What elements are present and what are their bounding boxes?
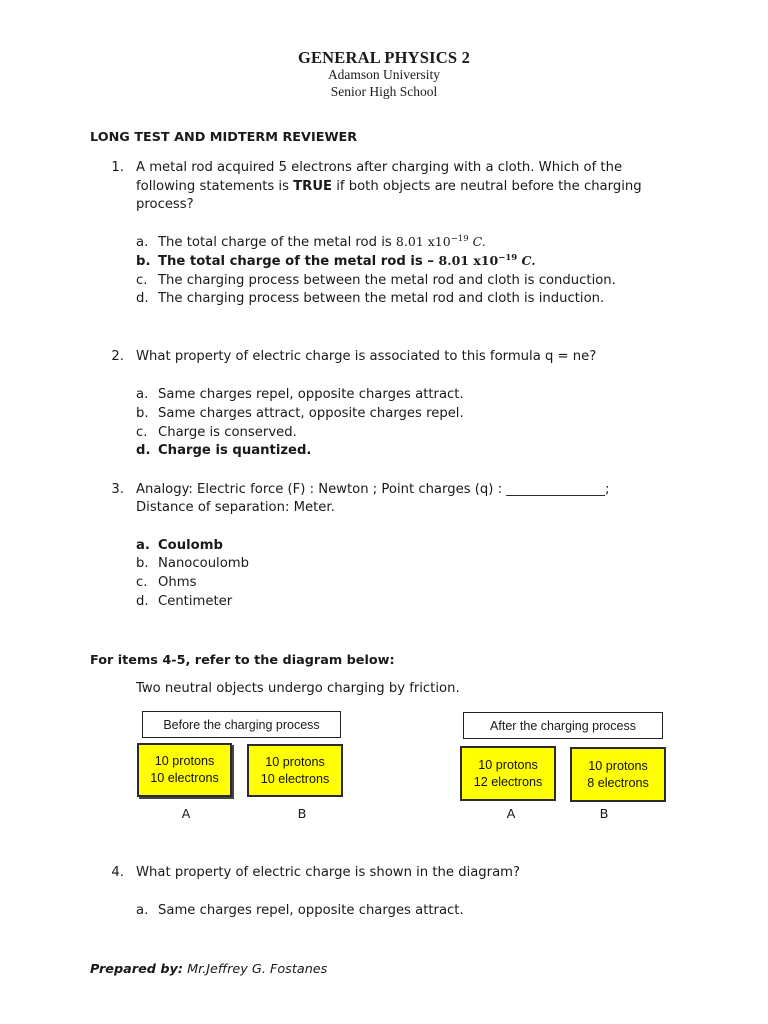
protons-count: 10 protons	[478, 757, 538, 772]
option-letter: b.	[136, 254, 151, 269]
option-letter: d.	[136, 443, 151, 458]
protons-count: 10 protons	[265, 754, 325, 769]
electrons-count: 8 electrons	[587, 775, 649, 790]
object-a-before	[137, 743, 232, 797]
object-b-label: B	[599, 807, 609, 822]
prepared-by-label: Prepared by:	[90, 962, 183, 977]
option-text: Same charges attract, opposite charges repel.	[158, 406, 464, 421]
object-a-after	[460, 746, 556, 801]
option-text: The total charge of the metal rod is	[158, 235, 396, 250]
question-number: 3.	[111, 482, 124, 497]
author-name: Mr.Jeffrey G. Fostanes	[183, 962, 328, 977]
object-a-label: A	[506, 807, 516, 822]
option-a-correct	[136, 538, 223, 553]
option-b	[136, 406, 464, 421]
document-title: GENERAL PHYSICS 2	[297, 48, 471, 67]
option-letter: d.	[136, 291, 149, 306]
items-note: For items 4-5, refer to the diagram below:	[90, 653, 395, 668]
object-a-label: A	[181, 807, 191, 822]
diagram-intro: Two neutral objects undergo charging by friction.	[136, 681, 460, 696]
protons-count: 10 protons	[588, 758, 648, 773]
question-text-line: A metal rod acquired 5 electrons after charging with a cloth. Which of the	[136, 160, 623, 175]
question-text-line: What property of electric charge is shown in the diagram?	[136, 865, 521, 880]
option-letter: b.	[136, 556, 149, 571]
electrons-count: 12 electrons	[473, 774, 543, 789]
question-number: 4.	[111, 865, 124, 880]
option-d	[136, 594, 232, 609]
option-c	[136, 575, 196, 590]
before-label: Before the charging process	[142, 711, 341, 738]
math-value: 8.01 $x10^{-19}$ C.	[395, 234, 486, 249]
math-value: 8.01 $x10^{-19}$ C.	[438, 253, 536, 268]
question-number: 1.	[111, 160, 124, 175]
option-text: Charge is quantized.	[158, 443, 312, 458]
option-letter: a.	[136, 387, 149, 402]
department-name: Senior High School	[330, 84, 438, 99]
option-text: Same charges repel, opposite charges attract.	[158, 387, 464, 402]
option-text: Nanocoulomb	[158, 556, 249, 571]
option-d-correct	[136, 443, 311, 458]
option-letter: c.	[136, 425, 148, 440]
option-c	[136, 273, 616, 288]
section-title: LONG TEST AND MIDTERM REVIEWER	[90, 130, 358, 145]
option-d	[136, 291, 604, 306]
object-b-before	[247, 744, 343, 797]
school-name: Adamson University	[327, 67, 441, 82]
text-segment: if both objects are neutral before the charging	[332, 179, 642, 194]
option-b-correct	[136, 253, 536, 269]
question-number: 2.	[111, 349, 124, 364]
option-text: The charging process between the metal rod and cloth is conduction.	[158, 273, 616, 288]
question-text-line: Distance of separation: Meter.	[136, 500, 335, 515]
prepared-by-footer	[90, 962, 327, 977]
option-letter: c.	[136, 575, 148, 590]
option-letter: d.	[136, 594, 149, 609]
emphasis-true: TRUE	[293, 179, 333, 194]
option-b	[136, 556, 249, 571]
option-letter: c.	[136, 273, 148, 288]
option-text: Centimeter	[158, 594, 233, 609]
protons-count: 10 protons	[154, 754, 215, 768]
question-text-line: Analogy: Electric force (F) : Newton ; Point charges (q) : _______________;	[136, 482, 610, 497]
option-letter: a.	[136, 903, 149, 918]
after-label: After the charging process	[463, 712, 663, 739]
option-a	[136, 903, 464, 918]
question-text-line: What property of electric charge is associated to this formula q = ne?	[136, 349, 597, 364]
option-text: Charge is conserved.	[158, 425, 297, 440]
option-text: Same charges repel, opposite charges attract.	[158, 903, 464, 918]
text-segment: following statements is	[136, 179, 294, 194]
option-a	[136, 234, 486, 250]
option-text: Ohms	[158, 575, 197, 590]
option-letter: b.	[136, 406, 149, 421]
option-c	[136, 425, 297, 440]
option-letter: a.	[136, 538, 150, 553]
electrons-count: 10 electrons	[150, 771, 219, 785]
option-letter: a.	[136, 235, 149, 250]
option-text: Coulomb	[158, 538, 223, 553]
question-text-line	[136, 179, 642, 194]
electrons-count: 10 electrons	[260, 771, 330, 786]
option-text: The charging process between the metal rod and cloth is induction.	[158, 291, 605, 306]
object-b-after	[570, 747, 666, 802]
option-a	[136, 387, 464, 402]
question-text-line: process?	[136, 197, 194, 212]
object-b-label: B	[297, 807, 307, 822]
option-text: The total charge of the metal rod is –	[158, 254, 439, 269]
